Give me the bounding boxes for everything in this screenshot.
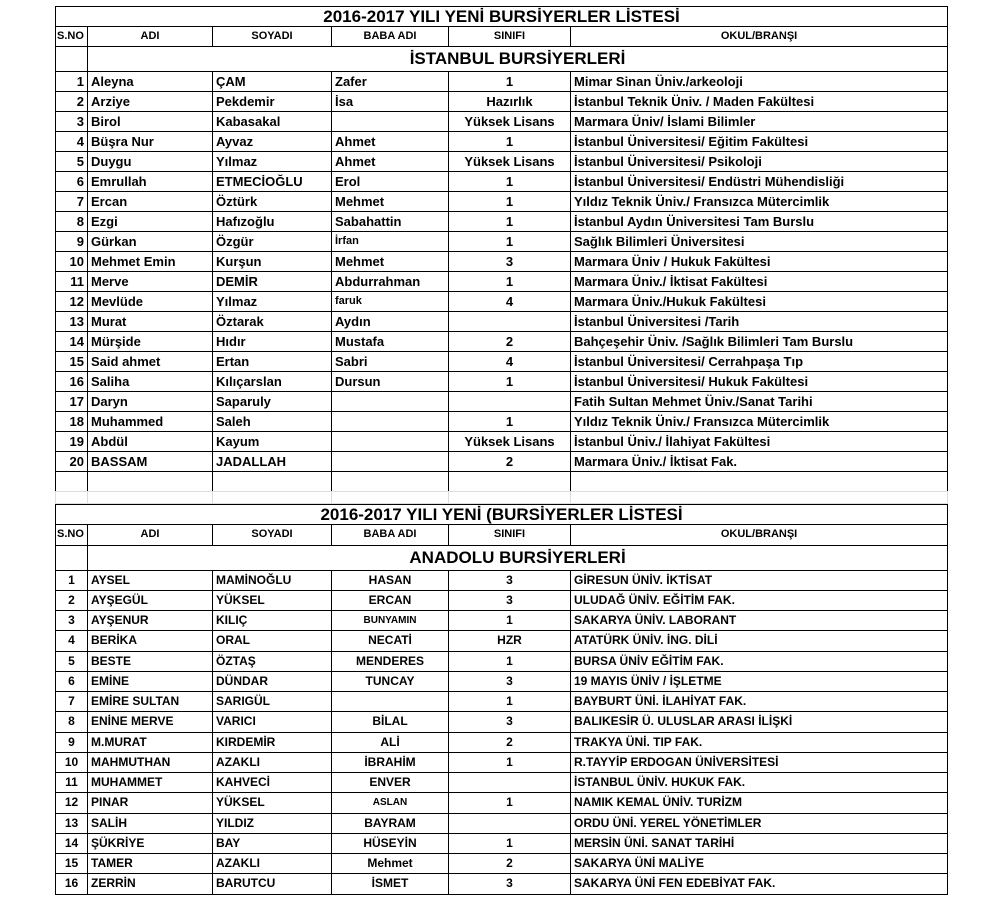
cell-adi: Muhammed (88, 412, 213, 432)
cell-okul-bransi: Marmara Üniv./ İktisat Fak. (571, 452, 948, 472)
cell-sno: 4 (56, 631, 88, 651)
cell-adi: Arziye (88, 92, 213, 112)
cell-adi: MAHMUTHAN (88, 752, 213, 772)
cell-sinifi: 2 (449, 854, 571, 874)
cell-sinifi (449, 813, 571, 833)
table-row (56, 631, 948, 651)
cell-baba-adi: TUNCAY (332, 671, 449, 691)
cell-soyadi: Öztarak (213, 312, 332, 332)
header-okul-bransi: OKUL/BRANŞI (571, 27, 948, 47)
table-row (56, 132, 948, 152)
cell-sinifi: 1 (449, 752, 571, 772)
cell-soyadi: Kayum (213, 432, 332, 452)
cell-sno: 7 (56, 192, 88, 212)
cell-okul-bransi: BAYBURT ÜNİ. İLAHİYAT FAK. (571, 692, 948, 712)
cell-adi: Duygu (88, 152, 213, 172)
table-row (56, 92, 948, 112)
cell-sno: 14 (56, 833, 88, 853)
cell-adi: Murat (88, 312, 213, 332)
cell-soyadi: ORAL (213, 631, 332, 651)
cell-okul-bransi: İstanbul Üniversitesi/ Cerrahpaşa Tıp (571, 352, 948, 372)
cell-okul-bransi: ULUDAĞ ÜNİV. EĞİTİM FAK. (571, 590, 948, 610)
cell-okul-bransi: BURSA ÜNİV EĞİTİM FAK. (571, 651, 948, 671)
cell-soyadi: Kılıçarslan (213, 372, 332, 392)
cell-soyadi: ÇAM (213, 72, 332, 92)
blank-cell (88, 492, 213, 504)
cell-sinifi: Hazırlık (449, 92, 571, 112)
cell-sinifi: 1 (449, 833, 571, 853)
cell-baba-adi (332, 432, 449, 452)
cell-baba-adi: ALİ (332, 732, 449, 752)
cell-baba-adi: Mehmet (332, 192, 449, 212)
cell-sinifi: 1 (449, 132, 571, 152)
cell-adi: Abdül (88, 432, 213, 452)
cell-sno: 11 (56, 773, 88, 793)
cell-soyadi: Saleh (213, 412, 332, 432)
cell-baba-adi (332, 452, 449, 472)
cell-sno: 8 (56, 712, 88, 732)
section-spacer (56, 545, 88, 570)
cell-sno: 8 (56, 212, 88, 232)
table-row (56, 152, 948, 172)
cell-sno: 15 (56, 352, 88, 372)
cell-okul-bransi: İstanbul Üniversitesi/ Endüstri Mühendisliği (571, 172, 948, 192)
cell-soyadi: YILDIZ (213, 813, 332, 833)
cell-okul-bransi: SAKARYA ÜNİV. LABORANT (571, 611, 948, 631)
cell-baba-adi: ASLAN (332, 793, 449, 813)
cell-sinifi: 1 (449, 372, 571, 392)
cell-adi: Saliha (88, 372, 213, 392)
blank-cell (332, 472, 449, 492)
cell-baba-adi: faruk (332, 292, 449, 312)
cell-sinifi: 1 (449, 793, 571, 813)
cell-sno: 5 (56, 152, 88, 172)
cell-baba-adi: Mehmet (332, 252, 449, 272)
cell-sinifi: 3 (449, 570, 571, 590)
table-row (56, 570, 948, 590)
cell-sno: 12 (56, 292, 88, 312)
cell-sno: 12 (56, 793, 88, 813)
cell-sinifi: Yüksek Lisans (449, 432, 571, 452)
cell-okul-bransi: İstanbul Üniversitesi/ Psikoloji (571, 152, 948, 172)
cell-okul-bransi: Marmara Üniv / Hukuk Fakültesi (571, 252, 948, 272)
cell-okul-bransi: ORDU ÜNİ. YEREL YÖNETİMLER (571, 813, 948, 833)
cell-soyadi: YÜKSEL (213, 590, 332, 610)
header-sinifi: SINIFI (449, 525, 571, 545)
cell-okul-bransi: ATATÜRK ÜNİV. İNG. DİLİ (571, 631, 948, 651)
cell-soyadi: KILIÇ (213, 611, 332, 631)
cell-okul-bransi: MERSİN ÜNİ. SANAT TARİHİ (571, 833, 948, 853)
cell-baba-adi: Sabri (332, 352, 449, 372)
table-row (56, 752, 948, 772)
cell-soyadi: DÜNDAR (213, 671, 332, 691)
cell-soyadi: ETMECİOĞLU (213, 172, 332, 192)
cell-adi: Ezgi (88, 212, 213, 232)
cell-adi: Aleyna (88, 72, 213, 92)
cell-adi: Emrullah (88, 172, 213, 192)
cell-adi: AYŞENUR (88, 611, 213, 631)
cell-soyadi: Öztürk (213, 192, 332, 212)
cell-okul-bransi: Fatih Sultan Mehmet Üniv./Sanat Tarihi (571, 392, 948, 412)
cell-sinifi: 4 (449, 292, 571, 312)
table-row (56, 732, 948, 752)
header-soyadi: SOYADI (213, 27, 332, 47)
cell-sinifi: HZR (449, 631, 571, 651)
cell-soyadi: Saparuly (213, 392, 332, 412)
cell-baba-adi (332, 392, 449, 412)
table-row (56, 172, 948, 192)
table-row (56, 232, 948, 252)
blank-cell (56, 472, 88, 492)
cell-adi: Mehmet Emin (88, 252, 213, 272)
cell-okul-bransi: İstanbul Teknik Üniv. / Maden Fakültesi (571, 92, 948, 112)
cell-soyadi: Pekdemir (213, 92, 332, 112)
cell-okul-bransi: SAKARYA ÜNİ MALİYE (571, 854, 948, 874)
cell-sno: 9 (56, 232, 88, 252)
cell-sinifi: 3 (449, 671, 571, 691)
cell-adi: BASSAM (88, 452, 213, 472)
cell-soyadi: VARICI (213, 712, 332, 732)
cell-baba-adi: Abdurrahman (332, 272, 449, 292)
blank-row (56, 492, 948, 504)
cell-okul-bransi: GİRESUN ÜNİV. İKTİSAT (571, 570, 948, 590)
cell-sno: 13 (56, 813, 88, 833)
cell-sno: 9 (56, 732, 88, 752)
cell-soyadi: AZAKLI (213, 752, 332, 772)
header-okul-bransi: OKUL/BRANŞI (571, 525, 948, 545)
cell-sno: 3 (56, 112, 88, 132)
cell-adi: AYŞEGÜL (88, 590, 213, 610)
anadolu-table (55, 504, 948, 895)
cell-soyadi: Hafızoğlu (213, 212, 332, 232)
cell-baba-adi: Mehmet (332, 854, 449, 874)
cell-okul-bransi: Marmara Üniv./ İktisat Fakültesi (571, 272, 948, 292)
anadolu-list-title: 2016-2017 YILI YENİ (BURSİYERLER LİSTESİ (56, 505, 948, 525)
cell-sno: 2 (56, 590, 88, 610)
cell-okul-bransi: SAKARYA ÜNİ FEN EDEBİYAT FAK. (571, 874, 948, 894)
header-adi: ADI (88, 27, 213, 47)
cell-soyadi: Ayvaz (213, 132, 332, 152)
table-row (56, 412, 948, 432)
cell-soyadi: Yılmaz (213, 152, 332, 172)
table-row (56, 692, 948, 712)
cell-okul-bransi: İstanbul Üniversitesi/ Hukuk Fakültesi (571, 372, 948, 392)
header-soyadi: SOYADI (213, 525, 332, 545)
cell-baba-adi: Ahmet (332, 132, 449, 152)
cell-adi: ZERRİN (88, 874, 213, 894)
cell-adi: Mürşide (88, 332, 213, 352)
cell-baba-adi: Zafer (332, 72, 449, 92)
cell-okul-bransi: İstanbul Üniversitesi/ Eğitim Fakültesi (571, 132, 948, 152)
table-row (56, 392, 948, 412)
cell-adi: TAMER (88, 854, 213, 874)
cell-baba-adi: Erol (332, 172, 449, 192)
cell-adi: SALİH (88, 813, 213, 833)
table-row (56, 793, 948, 813)
cell-baba-adi: BAYRAM (332, 813, 449, 833)
cell-okul-bransi: Yıldız Teknik Üniv./ Fransızca Mütercimlik (571, 412, 948, 432)
cell-soyadi: BARUTCU (213, 874, 332, 894)
table-row (56, 854, 948, 874)
table-row (56, 312, 948, 332)
cell-okul-bransi: İstanbul Üniv./ İlahiyat Fakültesi (571, 432, 948, 452)
cell-baba-adi (332, 412, 449, 432)
cell-okul-bransi: İstanbul Aydın Üniversitesi Tam Burslu (571, 212, 948, 232)
blank-cell (332, 492, 449, 504)
istanbul-list-title: 2016-2017 YILI YENİ BURSİYERLER LİSTESİ (56, 7, 948, 27)
cell-sinifi: 2 (449, 332, 571, 352)
cell-okul-bransi: Yıldız Teknik Üniv./ Fransızca Mütercimlik (571, 192, 948, 212)
cell-sno: 17 (56, 392, 88, 412)
cell-soyadi: ÖZTAŞ (213, 651, 332, 671)
cell-adi: Daryn (88, 392, 213, 412)
cell-okul-bransi: TRAKYA ÜNİ. TIP FAK. (571, 732, 948, 752)
cell-sinifi: 1 (449, 232, 571, 252)
cell-okul-bransi: İSTANBUL ÜNİV. HUKUK FAK. (571, 773, 948, 793)
cell-adi: Said ahmet (88, 352, 213, 372)
cell-baba-adi: ERCAN (332, 590, 449, 610)
cell-sinifi: Yüksek Lisans (449, 152, 571, 172)
cell-baba-adi: İrfan (332, 232, 449, 252)
anadolu-header-row (56, 525, 948, 545)
cell-sinifi: 3 (449, 874, 571, 894)
table-row (56, 773, 948, 793)
cell-soyadi: AZAKLI (213, 854, 332, 874)
cell-sno: 13 (56, 312, 88, 332)
cell-adi: ENİNE MERVE (88, 712, 213, 732)
cell-sno: 4 (56, 132, 88, 152)
cell-soyadi: Yılmaz (213, 292, 332, 312)
cell-sno: 15 (56, 854, 88, 874)
cell-sno: 1 (56, 72, 88, 92)
cell-soyadi: Kurşun (213, 252, 332, 272)
cell-okul-bransi: 19 MAYIS ÜNİV / İŞLETME (571, 671, 948, 691)
table-row (56, 72, 948, 92)
cell-adi: MUHAMMET (88, 773, 213, 793)
table-row (56, 272, 948, 292)
table-row (56, 452, 948, 472)
cell-okul-bransi: Mimar Sinan Üniv./arkeoloji (571, 72, 948, 92)
cell-sinifi: 1 (449, 692, 571, 712)
cell-soyadi: DEMİR (213, 272, 332, 292)
cell-adi: PINAR (88, 793, 213, 813)
cell-baba-adi (332, 692, 449, 712)
cell-baba-adi: Ahmet (332, 152, 449, 172)
table-row (56, 432, 948, 452)
cell-soyadi: JADALLAH (213, 452, 332, 472)
table-row (56, 611, 948, 631)
cell-sno: 14 (56, 332, 88, 352)
cell-sinifi: 3 (449, 590, 571, 610)
cell-sinifi: 1 (449, 212, 571, 232)
cell-adi: Birol (88, 112, 213, 132)
cell-sinifi (449, 392, 571, 412)
cell-soyadi: SARIGÜL (213, 692, 332, 712)
blank-cell (449, 492, 571, 504)
cell-sno: 10 (56, 752, 88, 772)
cell-baba-adi: Mustafa (332, 332, 449, 352)
cell-sno: 7 (56, 692, 88, 712)
blank-cell (56, 492, 88, 504)
cell-sinifi: 1 (449, 651, 571, 671)
cell-okul-bransi: Bahçeşehir Üniv. /Sağlık Bilimleri Tam Burslu (571, 332, 948, 352)
blank-cell (213, 472, 332, 492)
table-row (56, 372, 948, 392)
cell-sno: 10 (56, 252, 88, 272)
cell-adi: AYSEL (88, 570, 213, 590)
cell-sno: 19 (56, 432, 88, 452)
table-row (56, 651, 948, 671)
cell-sno: 11 (56, 272, 88, 292)
table-row (56, 833, 948, 853)
cell-sinifi: 1 (449, 272, 571, 292)
cell-baba-adi: HÜSEYİN (332, 833, 449, 853)
table-row (56, 212, 948, 232)
cell-sinifi: 1 (449, 412, 571, 432)
cell-soyadi: YÜKSEL (213, 793, 332, 813)
cell-baba-adi: ENVER (332, 773, 449, 793)
cell-okul-bransi: Sağlık Bilimleri Üniversitesi (571, 232, 948, 252)
cell-soyadi: Özgür (213, 232, 332, 252)
header-sno: S.NO (56, 525, 88, 545)
cell-okul-bransi: R.TAYYİP ERDOGAN ÜNİVERSİTESİ (571, 752, 948, 772)
cell-adi: EMİRE SULTAN (88, 692, 213, 712)
cell-adi: Gürkan (88, 232, 213, 252)
cell-sinifi: 2 (449, 452, 571, 472)
cell-adi: BESTE (88, 651, 213, 671)
cell-adi: BERİKA (88, 631, 213, 651)
spreadsheet (55, 6, 947, 895)
table-row (56, 590, 948, 610)
cell-soyadi: Ertan (213, 352, 332, 372)
blank-cell (571, 472, 948, 492)
istanbul-table (55, 6, 948, 504)
header-adi: ADI (88, 525, 213, 545)
cell-sinifi: 3 (449, 712, 571, 732)
table-row (56, 292, 948, 312)
cell-soyadi: MAMİNOĞLU (213, 570, 332, 590)
cell-sinifi: Yüksek Lisans (449, 112, 571, 132)
table-row (56, 112, 948, 132)
cell-okul-bransi: NAMIK KEMAL ÜNİV. TURİZM (571, 793, 948, 813)
cell-sno: 6 (56, 671, 88, 691)
cell-okul-bransi: İstanbul Üniversitesi /Tarih (571, 312, 948, 332)
cell-baba-adi (332, 112, 449, 132)
istanbul-section-title: İSTANBUL BURSİYERLERİ (88, 47, 948, 72)
cell-sno: 6 (56, 172, 88, 192)
cell-baba-adi: İSMET (332, 874, 449, 894)
cell-sno: 18 (56, 412, 88, 432)
anadolu-section-title: ANADOLU BURSİYERLERİ (88, 545, 948, 570)
cell-baba-adi: MENDERES (332, 651, 449, 671)
blank-row (56, 472, 948, 492)
cell-adi: EMİNE (88, 671, 213, 691)
cell-sno: 16 (56, 874, 88, 894)
table-row (56, 252, 948, 272)
table-row (56, 712, 948, 732)
cell-sinifi: 4 (449, 352, 571, 372)
cell-baba-adi: Sabahattin (332, 212, 449, 232)
header-sinifi: SINIFI (449, 27, 571, 47)
table-row (56, 192, 948, 212)
cell-baba-adi: İsa (332, 92, 449, 112)
header-sno: S.NO (56, 27, 88, 47)
cell-baba-adi: NECATİ (332, 631, 449, 651)
cell-sinifi (449, 773, 571, 793)
cell-baba-adi: Aydın (332, 312, 449, 332)
blank-cell (449, 472, 571, 492)
header-baba-adi: BABA ADI (332, 525, 449, 545)
cell-sinifi: 1 (449, 72, 571, 92)
cell-sno: 2 (56, 92, 88, 112)
blank-cell (571, 492, 948, 504)
cell-adi: Ercan (88, 192, 213, 212)
blank-cell (213, 492, 332, 504)
cell-sinifi: 1 (449, 192, 571, 212)
cell-soyadi: Kabasakal (213, 112, 332, 132)
table-row (56, 813, 948, 833)
cell-baba-adi: BİLAL (332, 712, 449, 732)
cell-sinifi: 1 (449, 611, 571, 631)
cell-sinifi: 2 (449, 732, 571, 752)
table-row (56, 352, 948, 372)
cell-sno: 20 (56, 452, 88, 472)
cell-sinifi: 1 (449, 172, 571, 192)
table-row (56, 332, 948, 352)
cell-soyadi: KIRDEMİR (213, 732, 332, 752)
cell-adi: Merve (88, 272, 213, 292)
cell-okul-bransi: BALIKESİR Ü. ULUSLAR ARASI İLİŞKİ (571, 712, 948, 732)
cell-adi: ŞÜKRİYE (88, 833, 213, 853)
cell-okul-bransi: Marmara Üniv/ İslami Bilimler (571, 112, 948, 132)
cell-sno: 3 (56, 611, 88, 631)
cell-soyadi: KAHVECİ (213, 773, 332, 793)
header-baba-adi: BABA ADI (332, 27, 449, 47)
cell-sno: 1 (56, 570, 88, 590)
cell-sno: 5 (56, 651, 88, 671)
cell-adi: Büşra Nur (88, 132, 213, 152)
cell-baba-adi: İBRAHİM (332, 752, 449, 772)
cell-baba-adi: HASAN (332, 570, 449, 590)
table-row (56, 671, 948, 691)
cell-sinifi: 3 (449, 252, 571, 272)
cell-adi: Mevlüde (88, 292, 213, 312)
istanbul-header-row (56, 27, 948, 47)
blank-cell (88, 472, 213, 492)
cell-soyadi: Hıdır (213, 332, 332, 352)
section-spacer (56, 47, 88, 72)
table-row (56, 874, 948, 894)
cell-sinifi (449, 312, 571, 332)
cell-adi: M.MURAT (88, 732, 213, 752)
cell-soyadi: BAY (213, 833, 332, 853)
cell-okul-bransi: Marmara Üniv./Hukuk Fakültesi (571, 292, 948, 312)
cell-baba-adi: Dursun (332, 372, 449, 392)
cell-baba-adi: BUNYAMIN (332, 611, 449, 631)
cell-sno: 16 (56, 372, 88, 392)
